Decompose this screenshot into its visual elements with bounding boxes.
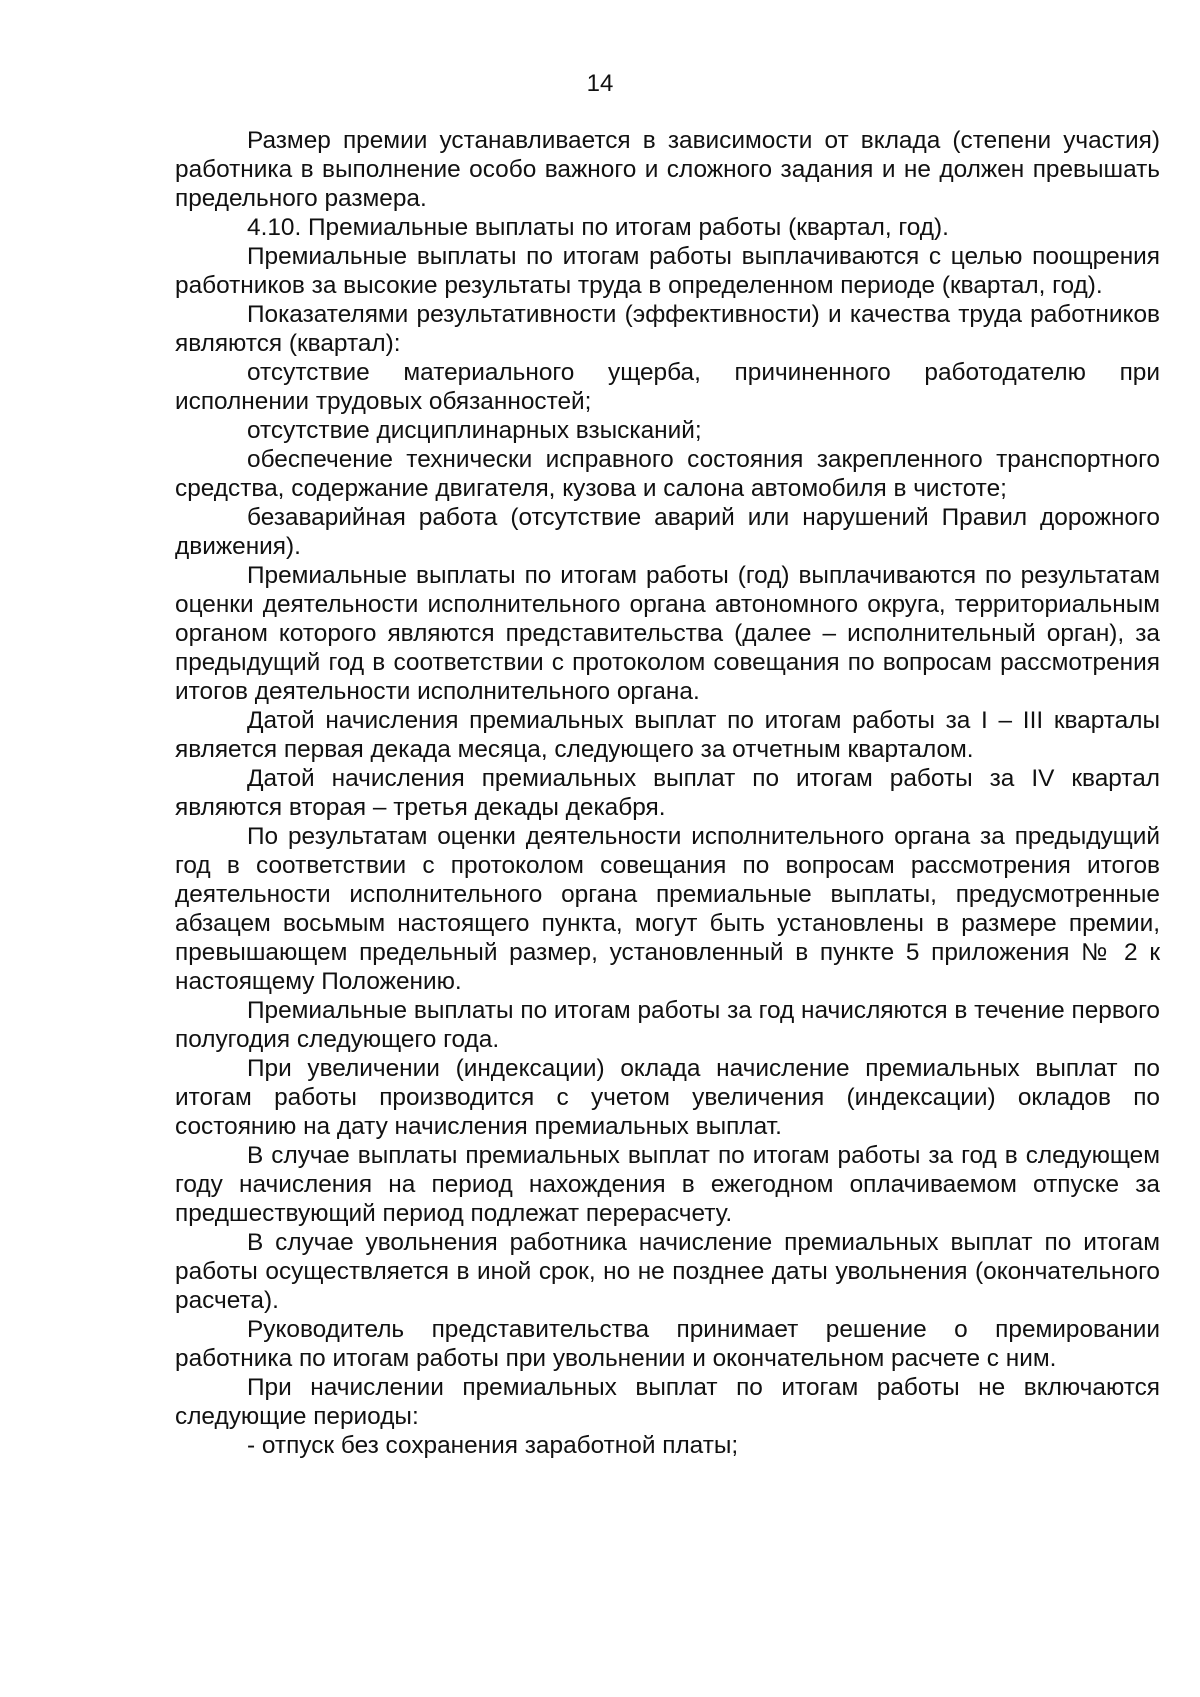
document-body (175, 126, 1160, 1460)
paragraph: Премиальные выплаты по итогам работы выплачиваются с целью поощрения работников за высокие результаты труда в определенном периоде (квартал, год). (175, 243, 1160, 299)
list-item: отсутствие материального ущерба, причиненного работодателю при исполнении трудовых обязанностей; (175, 359, 1160, 415)
page-number: 14 (586, 70, 614, 97)
paragraph: Размер премии устанавливается в зависимости от вклада (степени участия) работника в выполнение особо важного и сложного задания и не должен превышать предельного размера. (175, 127, 1160, 212)
list-item: - отпуск без сохранения заработной платы; (247, 1432, 739, 1459)
paragraph: Датой начисления премиальных выплат по итогам работы за I – III кварталы является первая декада месяца, следующего за отчетным кварталом. (175, 707, 1160, 763)
paragraph: По результатам оценки деятельности исполнительного органа за предыдущий год в соответствии с протоколом совещания по вопросам рассмотрения итогов деятельности исполнительного органа премиальные выплаты, предусмотренные абзацем восьмым настоящего пункта, могут быть установлены в размере премии, превышающем предельный размер, установленный в пункте 5 приложения № 2 к настоящему Положению. (175, 823, 1160, 995)
list-item: безаварийная работа (отсутствие аварий или нарушений Правил дорожного движения). (175, 504, 1160, 560)
list-item: обеспечение технически исправного состояния закрепленного транспортного средства, содержание двигателя, кузова и салона автомобиля в чистоте; (175, 446, 1160, 502)
paragraph: При начислении премиальных выплат по итогам работы не включаются следующие периоды: (175, 1374, 1160, 1430)
paragraph: Премиальные выплаты по итогам работы (год) выплачиваются по результатам оценки деятельности исполнительного органа автономного округа, территориальным органом которого являются представительства (далее – исполнительный орган), за предыдущий год в соответствии с протоколом совещания по вопросам рассмотрения итогов деятельности исполнительного органа. (175, 562, 1160, 705)
paragraph: Датой начисления премиальных выплат по итогам работы за IV квартал являются вторая – третья декады декабря. (175, 765, 1160, 821)
paragraph: В случае выплаты премиальных выплат по итогам работы за год в следующем году начисления на период нахождения в ежегодном оплачиваемом отпуске за предшествующий период подлежат перерасчету. (175, 1142, 1160, 1227)
paragraph: В случае увольнения работника начисление премиальных выплат по итогам работы осуществляется в иной срок, но не позднее даты увольнения (окончательного расчета). (175, 1229, 1160, 1314)
paragraph: Премиальные выплаты по итогам работы за год начисляются в течение первого полугодия следующего года. (175, 997, 1160, 1053)
paragraph: Показателями результативности (эффективности) и качества труда работников являются (квартал): (175, 301, 1160, 357)
list-item: отсутствие дисциплинарных взысканий; (247, 417, 702, 444)
paragraph: Руководитель представительства принимает решение о премировании работника по итогам работы при увольнении и окончательном расчете с ним. (175, 1316, 1160, 1372)
section-heading: 4.10. Премиальные выплаты по итогам работы (квартал, год). (247, 214, 949, 241)
paragraph: При увеличении (индексации) оклада начисление премиальных выплат по итогам работы производится с учетом увеличения (индексации) окладов по состоянию на дату начисления премиальных выплат. (175, 1055, 1160, 1140)
